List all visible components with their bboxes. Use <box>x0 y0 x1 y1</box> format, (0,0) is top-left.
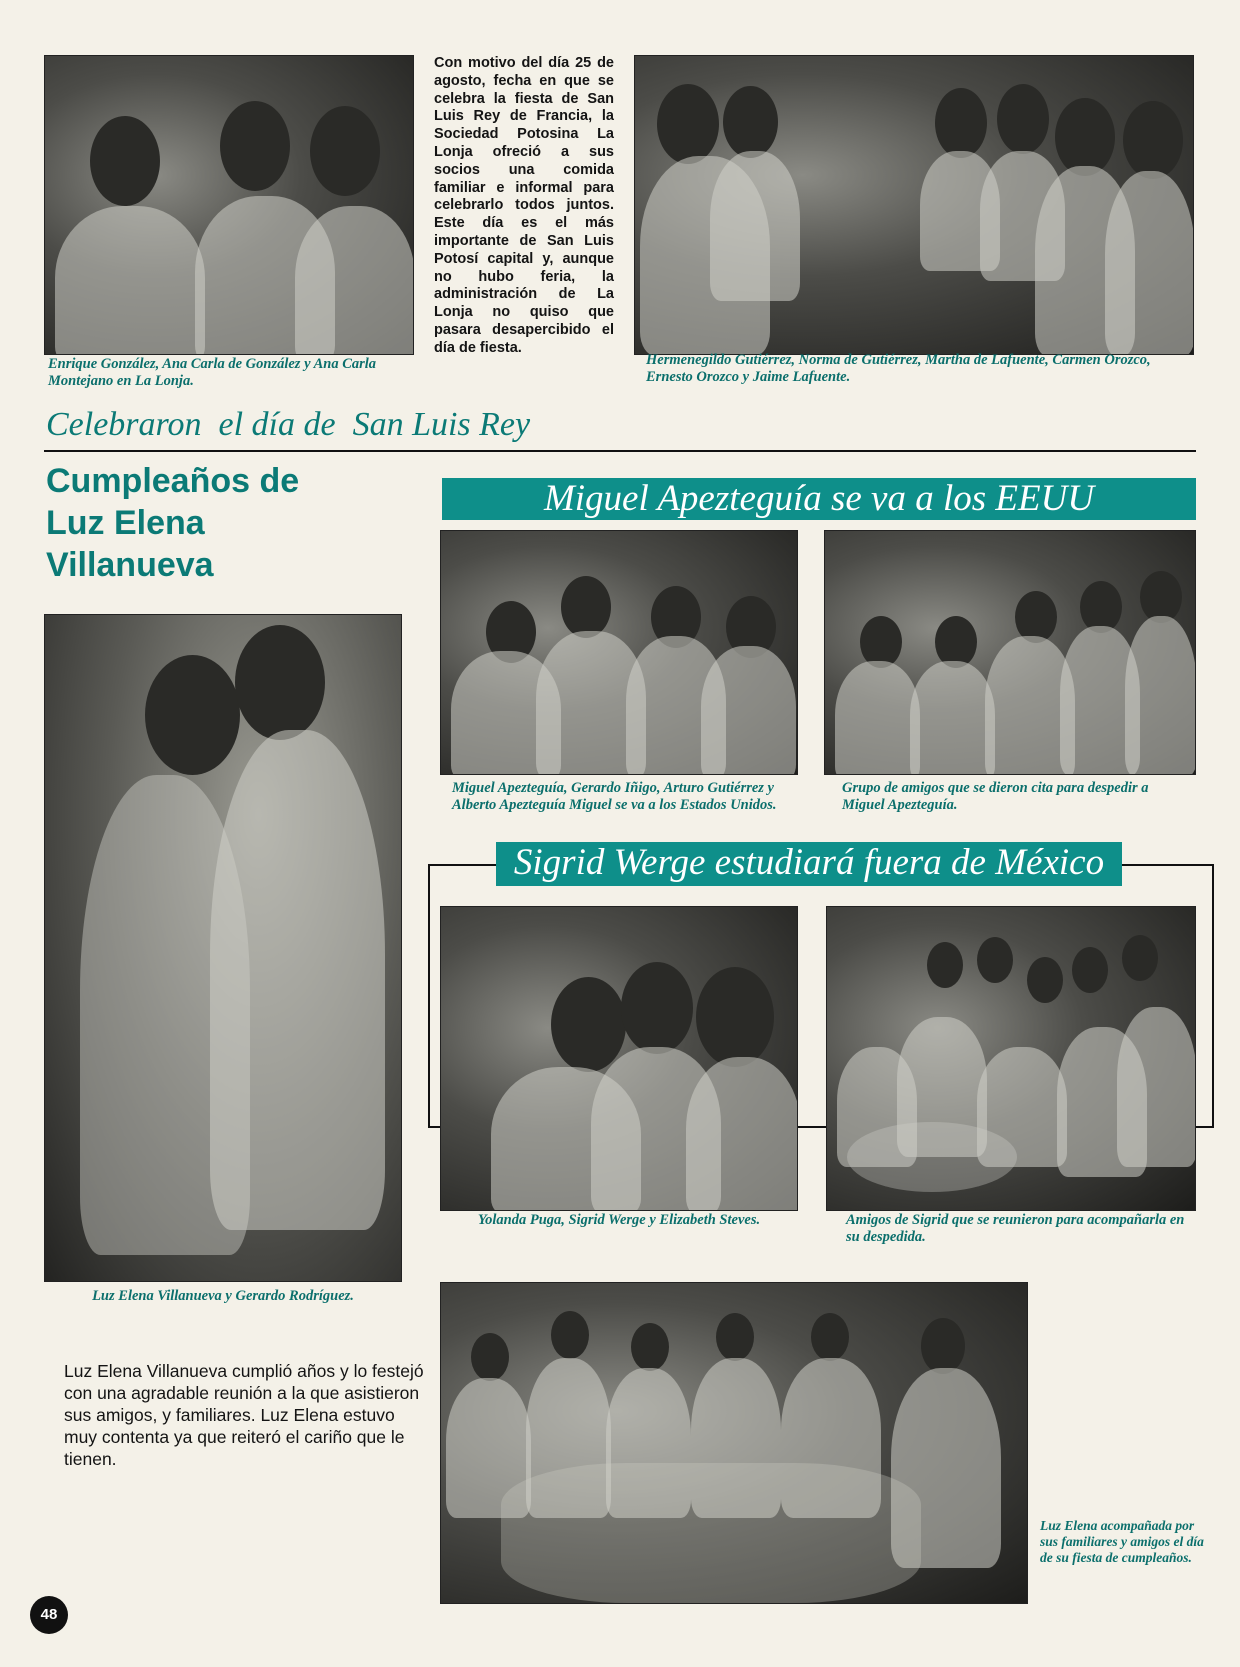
photo-lonja-trio <box>44 55 414 355</box>
caption-luz-elena-group: Luz Elena acompañada por sus familiares y amigos el día de su fiesta de cumpleaños. <box>1040 1518 1204 1565</box>
article-intro-text: Con motivo del día 25 de agosto, fecha en que se celebra la fiesta de San Luis Rey de Francia, la Sociedad Potosina La Lonja ofreció a sus socios una comida familiar e informal para celebrarlo todos juntos. Este día es el más importante de San Luis Potosí capital y, aunque no hubo feria, la administración de La Lonja no quiso que pasara desapercibido el día de fiesta. <box>434 55 614 356</box>
birthday-heading <box>46 460 406 586</box>
birthday-heading-line3: Villanueva <box>46 546 214 584</box>
caption-sigrid-right: Amigos de Sigrid que se reunieron para acompañarla en su despedida. <box>846 1212 1185 1245</box>
birthday-heading-line2: Luz Elena <box>46 504 205 542</box>
photo-lonja-group <box>634 55 1194 355</box>
banner-sigrid: Sigrid Werge estudiará fuera de México <box>496 842 1122 886</box>
section-title: Celebraron el día de San Luis Rey <box>46 406 531 443</box>
photo-luz-elena-group <box>440 1282 1028 1604</box>
caption-luz-elena-portrait: Luz Elena Villanueva y Gerardo Rodríguez. <box>92 1288 354 1304</box>
page-number: 48 <box>30 1596 68 1634</box>
caption-lonja-left: Enrique González, Ana Carla de González y Ana Carla Montejano en La Lonja. <box>48 356 377 389</box>
photo-sigrid-group <box>826 906 1196 1211</box>
banner-miguel: Miguel Apezteguía se va a los EEUU <box>442 478 1196 520</box>
caption-miguel-right: Grupo de amigos que se dieron cita para despedir a Miguel Apezteguía. <box>842 780 1149 813</box>
photo-luz-elena-portrait <box>44 614 402 1282</box>
photo-sigrid-trio <box>440 906 798 1211</box>
photo-miguel-group <box>824 530 1196 775</box>
birthday-heading-line1: Cumpleaños de <box>46 462 300 500</box>
caption-lonja-right: Hermenegildo Gutiérrez, Norma de Gutiérrez, Martha de Lafuente, Carmen Orozco, Ernesto Orozco y Jaime Lafuente. <box>646 352 1151 385</box>
birthday-paragraph: Luz Elena Villanueva cumplió años y lo festejó con una agradable reunión a la que asistieron sus amigos, y familiares. Luz Elena estuvo muy contenta ya que reiteró el cariño que le tienen. <box>64 1361 424 1469</box>
caption-miguel-left: Miguel Apezteguía, Gerardo Iñigo, Arturo Gutiérrez y Alberto Apezteguía Miguel se va a los Estados Unidos. <box>452 780 777 813</box>
section-divider <box>44 450 1196 452</box>
caption-sigrid-left: Yolanda Puga, Sigrid Werge y Elizabeth Steves. <box>477 1212 761 1228</box>
photo-miguel-four <box>440 530 798 775</box>
